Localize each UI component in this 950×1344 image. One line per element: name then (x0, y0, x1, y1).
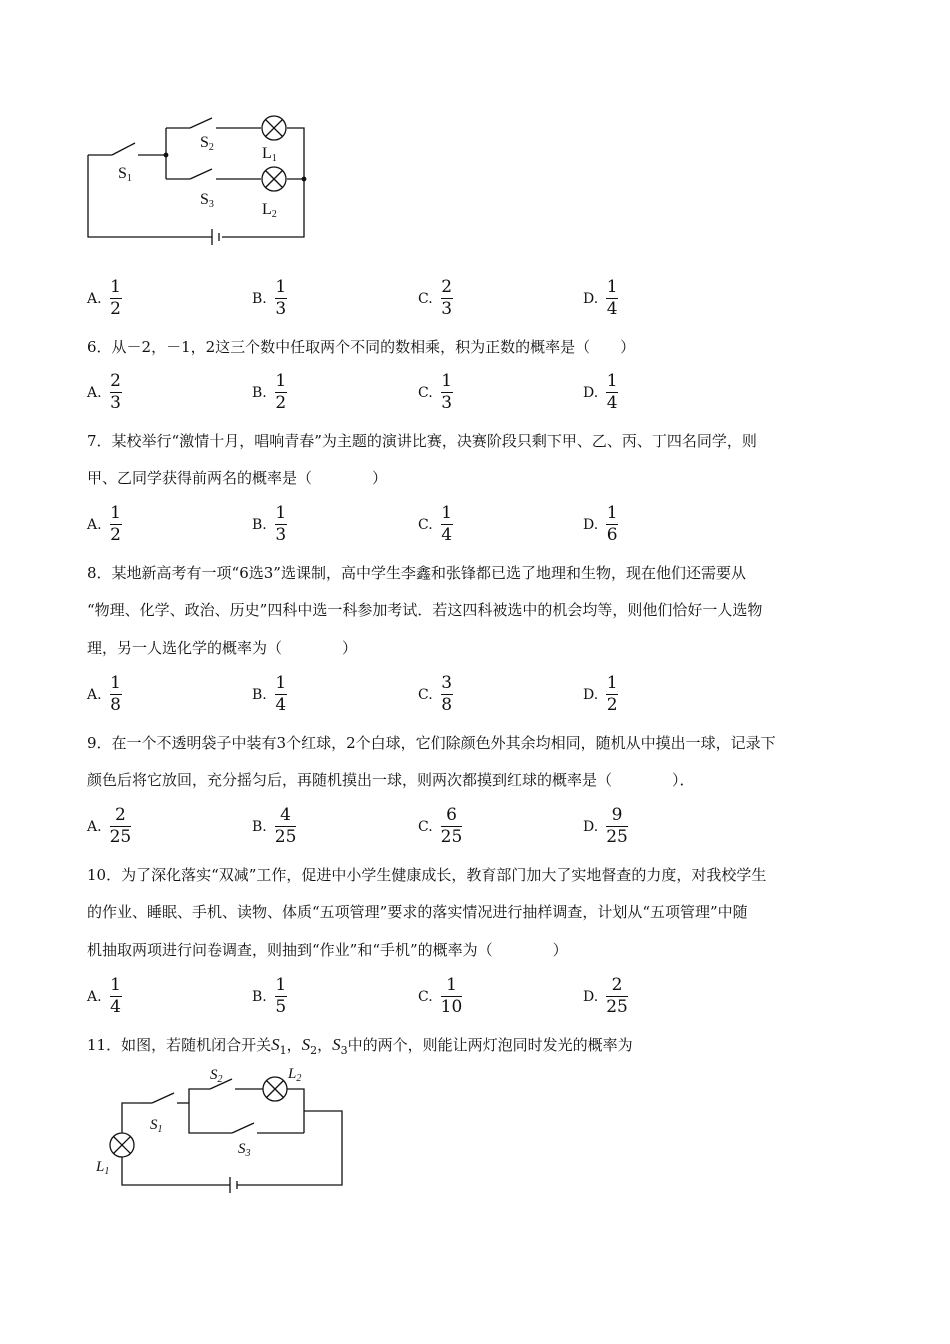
q5-option-a: A. $\frac{1}{2}$ (87, 277, 121, 319)
q8-text-line2: “物理、化学、政治、历史”四科中选一科参加考试．若这四科被选中的机会均等，则他们恰好一人选物 (87, 601, 763, 619)
q9-text-line1: 9．在一个不透明袋子中装有3个红球，2个白球，它们除颜色外其余均相同，随机从中摸出一球，记录下 (87, 734, 776, 752)
q10-option-b: B. $\frac{1}{5}$ (252, 975, 287, 1017)
q7-option-b: B. $\frac{1}{3}$ (252, 503, 287, 545)
q5-option-d: D. $\frac{1}{4}$ (583, 277, 618, 319)
q10-text-line3: 机抽取两项进行问卷调查，则抽到“作业”和“手机”的概率为（ ） (87, 941, 568, 959)
label-l2: $L_2$ (288, 1066, 302, 1084)
label-l1: $L_1$ (96, 1159, 110, 1177)
q9-option-b: B. $\frac{4}{25}$ (252, 805, 297, 847)
q7-text-line2: 甲、乙同学获得前两名的概率是（ ） (87, 469, 388, 487)
circuit-diagram-1 (80, 110, 320, 245)
q6-option-c: C. $\frac{1}{3}$ (418, 371, 453, 413)
label-s3: S3 (200, 191, 214, 210)
q6-option-a: A. $\frac{2}{3}$ (87, 371, 121, 413)
q9-option-c: C. $\frac{6}{25}$ (418, 805, 463, 847)
q7-option-a: A. $\frac{1}{2}$ (87, 503, 121, 545)
q5-option-c: C. $\frac{2}{3}$ (418, 277, 453, 319)
label-l1: L1 (262, 145, 277, 164)
q6-option-b: B. $\frac{1}{2}$ (252, 371, 287, 413)
q6-option-d: D. $\frac{1}{4}$ (583, 371, 618, 413)
q5-option-b: B. $\frac{1}{3}$ (252, 277, 287, 319)
q8-text-line3: 理，另一人选化学的概率为（ ） (87, 639, 358, 657)
q11-text: 11．如图，若随机闭合开关$S_1$，$S_2$，$S_3$中的两个，则能让两灯泡同时发光的概率为 (87, 1035, 633, 1057)
label-s2: $S_2$ (210, 1067, 223, 1085)
q8-option-b: B. $\frac{1}{4}$ (252, 673, 287, 715)
label-l2: L2 (262, 201, 277, 220)
q8-option-d: D. $\frac{1}{2}$ (583, 673, 618, 715)
label-s3: $S_3$ (238, 1141, 251, 1159)
q8-text-line1: 8．某地新高考有一项“6选3”选课制，高中学生李鑫和张锋都已选了地理和生物，现在他们还需要从 (87, 564, 746, 582)
label-s1: $S_1$ (150, 1117, 163, 1135)
q8-option-a: A. $\frac{1}{8}$ (87, 673, 121, 715)
q10-option-c: C. $\frac{1}{10}$ (418, 975, 463, 1017)
label-s1: S1 (118, 165, 132, 184)
q9-option-d: D. $\frac{9}{25}$ (583, 805, 628, 847)
q10-option-d: D. $\frac{2}{25}$ (583, 975, 628, 1017)
q6-text: 6．从－2，－1，2这三个数中任取两个不同的数相乘，积为正数的概率是（ ） (87, 338, 636, 356)
q7-option-d: D. $\frac{1}{6}$ (583, 503, 618, 545)
q10-option-a: A. $\frac{1}{4}$ (87, 975, 121, 1017)
q7-option-c: C. $\frac{1}{4}$ (418, 503, 453, 545)
label-s2: S2 (200, 134, 214, 153)
q9-option-a: A. $\frac{2}{25}$ (87, 805, 132, 847)
q9-text-line2: 颜色后将它放回，充分摇匀后，再随机摸出一球，则两次都摸到红球的概率是（ ）． (87, 771, 695, 789)
q10-text-line1: 10．为了深化落实“双减”工作，促进中小学生健康成长，教育部门加大了实地督查的力度，对我校学生 (87, 866, 767, 884)
q10-text-line2: 的作业、睡眠、手机、读物、体质“五项管理”要求的落实情况进行抽样调查，计划从“五项管理”中随 (87, 903, 748, 921)
q7-text-line1: 7．某校举行“激情十月，唱响青春”为主题的演讲比赛，决赛阶段只剩下甲、乙、丙、丁四名同学，则 (87, 432, 757, 450)
q8-option-c: C. $\frac{3}{8}$ (418, 673, 453, 715)
circuit-diagram-2 (92, 1065, 354, 1195)
